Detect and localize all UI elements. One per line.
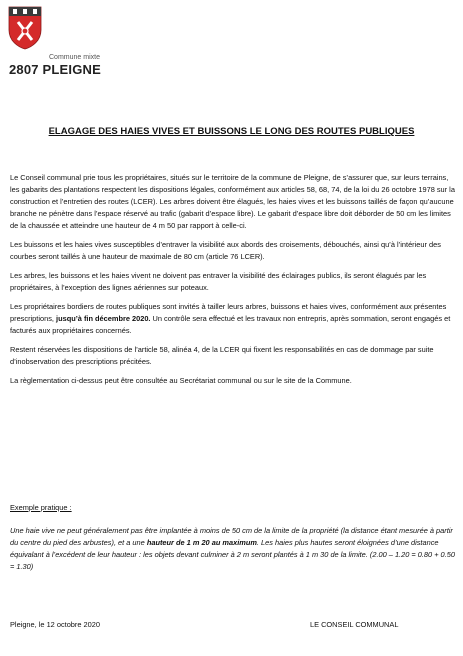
deadline: jusqu’à fin décembre 2020.	[56, 314, 151, 323]
signature: LE CONSEIL COMMUNAL	[310, 620, 399, 629]
example-text	[10, 525, 456, 573]
notice-body	[10, 172, 456, 394]
town-name: 2807 PLEIGNE	[9, 62, 101, 77]
example-heading: Exemple pratique :	[10, 503, 72, 512]
paragraph-1: Le Conseil communal prie tous les propriétaires, situés sur le territoire de la commune de Pleigne, de s’assurer que, sur leurs terrains, les gabarits des plantations respectent les dispositions légales, conformément aux articles 58, 68, 74, de la loi du 26 octobre 1978 sur la construction et l’entretien des routes (LCER). Les arbres doivent être élagués, les haies vives et les buissons taillés de façon qu’aucune branche ne pénètre dans l’espace réservé au trafic (gabarit d’espace libre). Le gabarit d’espace libre doit déborder de 50 cm les limites de la chaussée et atteindre une hauteur de 4 m 50 par rapport à celle-ci.	[10, 173, 455, 230]
commune-label: Commune mixte	[49, 54, 100, 61]
paragraph-3: Les arbres, les buissons et les haies vivent ne doivent pas entraver la visibilité des éclairages publics, ils seront élagués par les propriétaires, à l’exception des lignes aériennes sur poteaux.	[10, 271, 427, 292]
example-part-1: Une haie vive ne peut généralement pas être implantée à moins de 50 cm de la limite de la propriété (la distance étant mesurée à partir du centre du pied des arbustes), et a une	[10, 526, 453, 547]
paragraph-6: La règlementation ci-dessus peut être consultée au Secrétariat communal ou sur le site de la Commune.	[10, 376, 352, 385]
paragraph-2: Les buissons et les haies vives susceptibles d’entraver la visibilité aux abords des croisements, débouchés, ainsi qu’à l’intérieur des courbes seront taillés à une hauteur de maximale de 80 cm (article 76 LCER).	[10, 240, 441, 261]
example-max-height: hauteur de 1 m 20 au maximum	[146, 538, 257, 547]
paragraph-5: Restent réservées les dispositions de l’article 58, alinéa 4, de la LCER qui fixent les responsabilités en cas de dommage par suite d’inobservation des prescriptions précitées.	[10, 345, 434, 366]
example-part-2: . Les haies plus hautes seront éloignées d’une distance équivalant à l’excédent de leur hauteur : les objets devant culminer à 2 m seront plantés à 1 m 30 de la limite. (2.00 – 1.20 = 0.80 + 0.50 = 1.30)	[10, 538, 455, 571]
page-title: ELAGAGE DES HAIES VIVES ET BUISSONS LE LONG DES ROUTES PUBLIQUES	[48, 126, 415, 137]
paragraph-4-text: Les propriétaires bordiers de routes publiques sont invités à tailler leurs arbres, buissons et haies vives, conformément aux présentes prescriptions,	[10, 302, 447, 323]
paragraph-4-rest: Un contrôle sera effectué et les travaux non entrepris, après sommation, seront engagés et facturés aux propriétaires concernés.	[10, 314, 451, 335]
paragraph-4	[10, 301, 456, 337]
place-date: Pleigne, le 12 octobre 2020	[10, 620, 100, 629]
coat-of-arms-icon	[8, 6, 42, 50]
